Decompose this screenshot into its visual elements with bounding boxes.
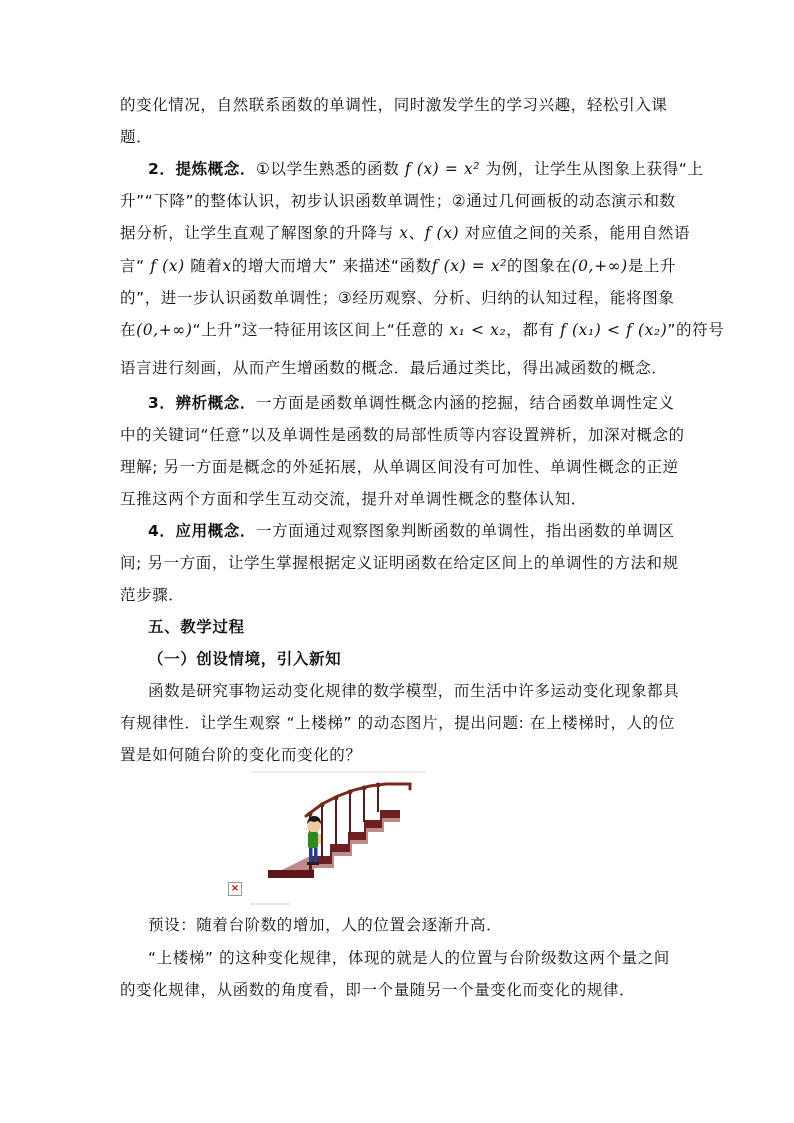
text-span: 、 [408,224,425,242]
text-span: 言“ [120,257,145,275]
text-line: 中的关键词“任意”以及单调性是函数的局部性质等内容设置辨析，加深对概念的 [120,426,685,444]
text-line [120,256,676,276]
text-line: 范步骤． [120,586,185,604]
text-span: 一方面通过观察图象判断函数的单调性，指出函数的单调区 [256,522,675,540]
text-line: 升”“下降”的整体认识，初步认识函数单调性；②通过几何画板的动态演示和数 [120,192,676,210]
math-expression: (0,+∞) [571,257,628,275]
text-span: ①以学生熟悉的函数 [256,160,400,178]
subsection-heading: （一）创设情境，引入新知 [148,650,342,668]
text-line: 预设：随着台阶数的增加，人的位置会逐渐升高． [148,916,503,934]
math-expression: f (x) [424,224,460,242]
math-expression: f (x₁) < f (x₂) [560,321,668,339]
broken-image-icon: × [228,882,242,896]
math-expression: (0,+∞) [136,321,193,339]
math-expression: f (x) = x² [431,257,508,275]
text-line: 函数是研究事物运动变化规律的数学模型，而生活中许多运动变化现象都具 [148,682,680,700]
text-span: “上升”这一特征用该区间上“任意的 [192,321,444,339]
math-expression: f (x) = x² [404,160,481,178]
math-expression: x [399,224,409,242]
text-line: 的变化情况，自然联系函数的单调性，同时激发学生的学习兴趣，轻松引入课 [120,96,668,114]
paragraph-apply-concept [148,521,676,541]
text-line: 置是如何随台阶的变化而变化的？ [120,746,362,764]
text-line: 语言进行刻画，从而产生增函数的概念．最后通过类比，得出减函数的概念． [120,359,668,377]
staircase-person-illustration [250,770,426,906]
item-label: 2．提炼概念． [148,160,256,178]
item-label: 3．辨析概念． [148,394,256,412]
paragraph-distinguish-concept [148,393,676,413]
text-line: 的”，进一步认识函数单调性；③经历观察、分析、归纳的认知过程，能将图象 [120,289,675,307]
text-line: 题． [120,128,153,146]
paragraph-refine-concept [148,159,704,179]
item-label: 4．应用概念． [148,522,256,540]
text-span: 的图象在 [507,257,572,275]
text-span: 随着 [190,257,223,275]
text-span: ，都有 [506,321,555,339]
text-span: 对应值之间的关系，能用自然语 [464,224,691,242]
text-line [120,223,691,243]
text-line: 有规律性．让学生观察 “上楼梯” 的动态图片，提出问题: 在上楼梯时，人的位 [120,714,675,732]
text-line: 互推这两个方面和学生互动交流，提升对单调性概念的整体认知． [120,490,587,508]
text-line: “上楼梯” 的这种变化规律，体现的就是人的位置与台阶级数这两个量之间 [148,949,670,967]
math-expression: f (x) [150,257,185,275]
text-span: ”的符号 [667,321,725,339]
text-line: 的变化规律，从函数的角度看，即一个量随另一个量变化而变化的规律． [120,981,636,999]
math-expression: x [222,257,232,275]
text-line [120,320,725,340]
text-line: 理解; 另一方面是概念的外延拓展，从单调区间没有可加性、单调性概念的正逆 [120,458,679,476]
text-span: 据分析，让学生直观了解图象的升降与 [120,224,394,242]
text-span: 为例，让学生从图象上获得“上 [485,160,704,178]
math-expression: x₁ < x₂ [449,321,507,339]
section-heading: 五、教学过程 [148,618,245,636]
text-span: 的增大而增大” 来描述“函数 [231,257,432,275]
text-line: 间; 另一方面，让学生掌握根据定义证明函数在给定区间上的单调性的方法和规 [120,554,679,572]
text-span: 一方面是函数单调性概念内涵的挖掘，结合函数单调性定义 [256,394,675,412]
text-span: 是上升 [627,257,677,275]
text-span: 在 [120,321,137,339]
